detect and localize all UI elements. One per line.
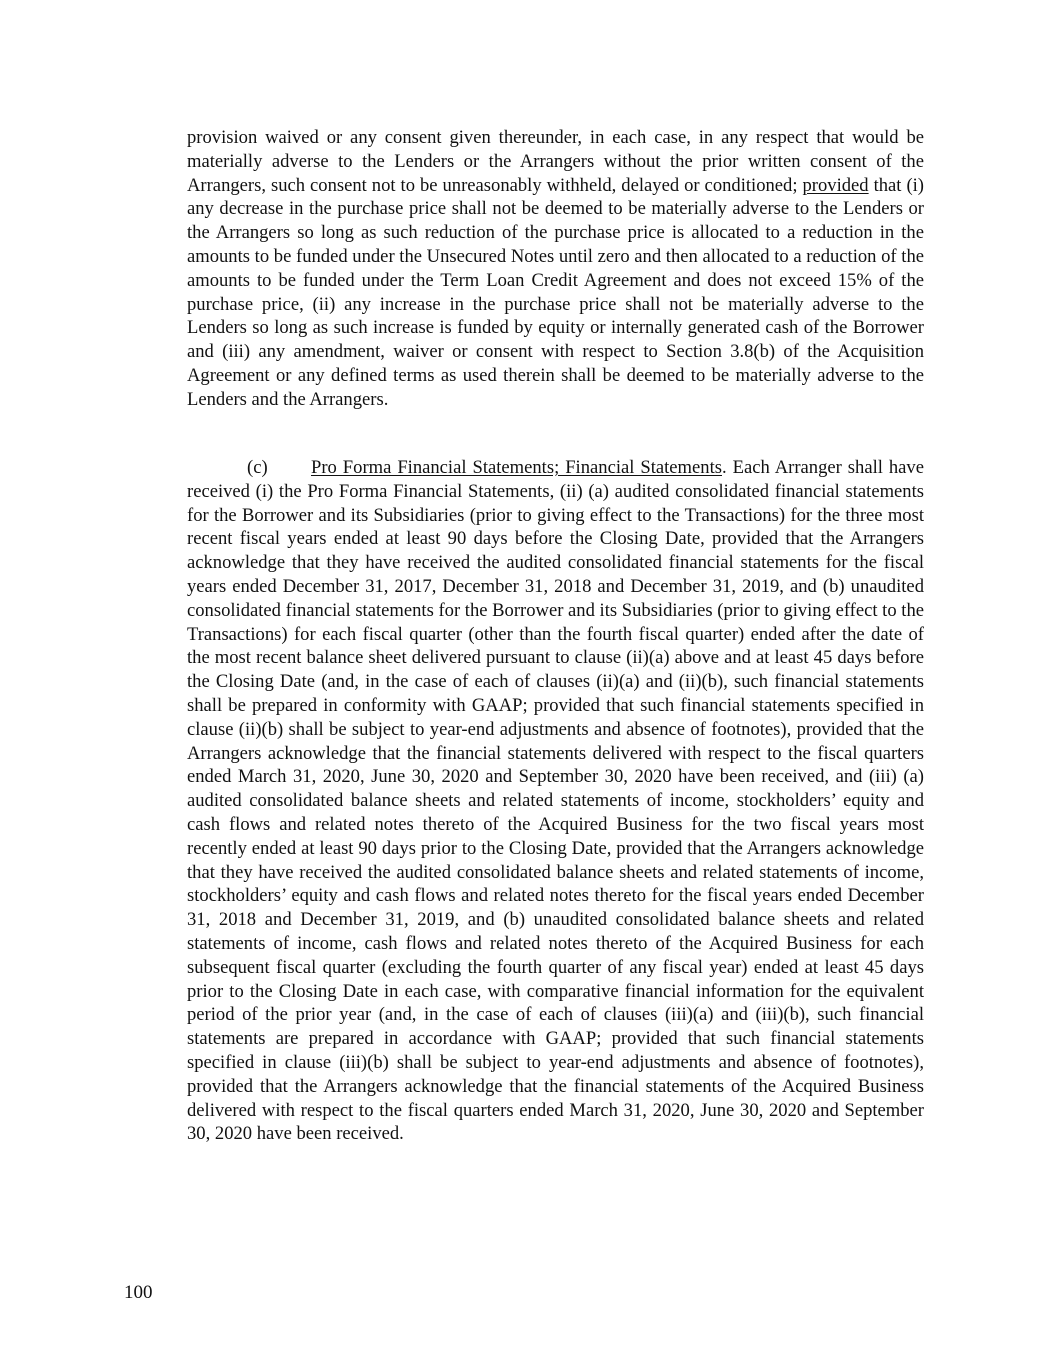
continued-paragraph (187, 126, 924, 412)
continued-paragraph-text-before: provision waived or any consent given thereunder, in each case, in any respect that would be materially adverse to the Lenders or the Arrangers without the prior written consent of the Arrangers, such consent not to be unreasonably withheld, delayed or conditioned; (187, 127, 924, 196)
page-number: 100 (124, 1282, 153, 1303)
section-c-enumerator: (c) (247, 457, 268, 478)
section-c-body: Each Arranger shall have received (i) the Pro Forma Financial Statements, (ii) (a) audited consolidated financial statements for the Borrower and its Subsidiaries (prior to giving effect to the Transactions) for the three most recent fiscal years ended at least 90 days before the Closing Date, provided that the Arrangers acknowledge that they have received the audited consolidated financial statements for the fiscal years ended December 31, 2017, December 31, 2018 and December 31, 2019, and (b) unaudited consolidated financial statements for the Borrower and its Subsidiaries (prior to giving effect to the Transactions) for each fiscal quarter (other than the fourth fiscal quarter) ended after the date of the most recent balance sheet delivered pursuant to clause (ii)(a) above and at least 45 days before the Closing Date (and, in the case of each of clauses (ii)(a) and (ii)(b), such financial statements shall be prepared in conformity with GAAP; provided that such financial statements specified in clause (ii)(b) shall be subject to year-end adjustments and absence of footnotes), provided that the Arrangers acknowledge that the financial statements delivered with respect to the fiscal quarters ended March 31, 2020, June 30, 2020 and September 30, 2020 have been received, and (iii) (a) audited consolidated balance sheets and related statements of income, stockholders’ equity and cash flows and related notes thereto of the Acquired Business for the two fiscal years most recently ended at least 90 days prior to the Closing Date, provided that the Arrangers acknowledge that they have received the audited consolidated balance sheets and related statements of income, stockholders’ equity and cash flows and related notes thereto for the fiscal years ended December 31, 2018 and December 31, 2019, and (b) unaudited consolidated balance sheets and related statements of income, cash flows and related notes thereto of the Acquired Business for each subsequent fiscal quarter (excluding the fourth quarter of any fiscal year) ended at least 45 days prior to the Closing Date in each case, with comparative financial information for the equivalent period of the prior year (and, in the case of each of clauses (iii)(a) and (iii)(b), such financial statements are prepared in accordance with GAAP; provided that such financial statements specified in clause (iii)(b) shall be subject to year-end adjustments and absence of footnotes), provided that the Arrangers acknowledge that the financial statements of the Acquired Business delivered with respect to the fiscal quarters ended March 31, 2020, June 30, 2020 and September 30, 2020 have been received. (187, 457, 925, 1145)
continued-paragraph-text-after: that (i) any decrease in the purchase price shall not be deemed to be materially adverse to the Lenders or the Arrangers so long as such reduction of the purchase price is allocated to a reduction in the amounts to be funded under the Unsecured Notes until zero and then allocated to a reduction of the amounts to be funded under the Term Loan Credit Agreement and does not exceed 15% of the purchase price, (ii) any increase in the purchase price shall not be materially adverse to the Lenders so long as such increase is funded by equity or internally generated cash of the Borrower and (iii) any amendment, waiver or consent with respect to Section 3.8(b) of the Acquisition Agreement or any defined terms as used therein shall be deemed to be materially adverse to the Lenders and the Arrangers. (187, 174, 924, 410)
section-c-heading-end: . (721, 457, 727, 478)
provided-term: provided (802, 174, 869, 196)
section-c-paragraph (187, 456, 924, 1146)
section-c-heading: Pro Forma Financial Statements; Financial Statements (311, 457, 722, 478)
